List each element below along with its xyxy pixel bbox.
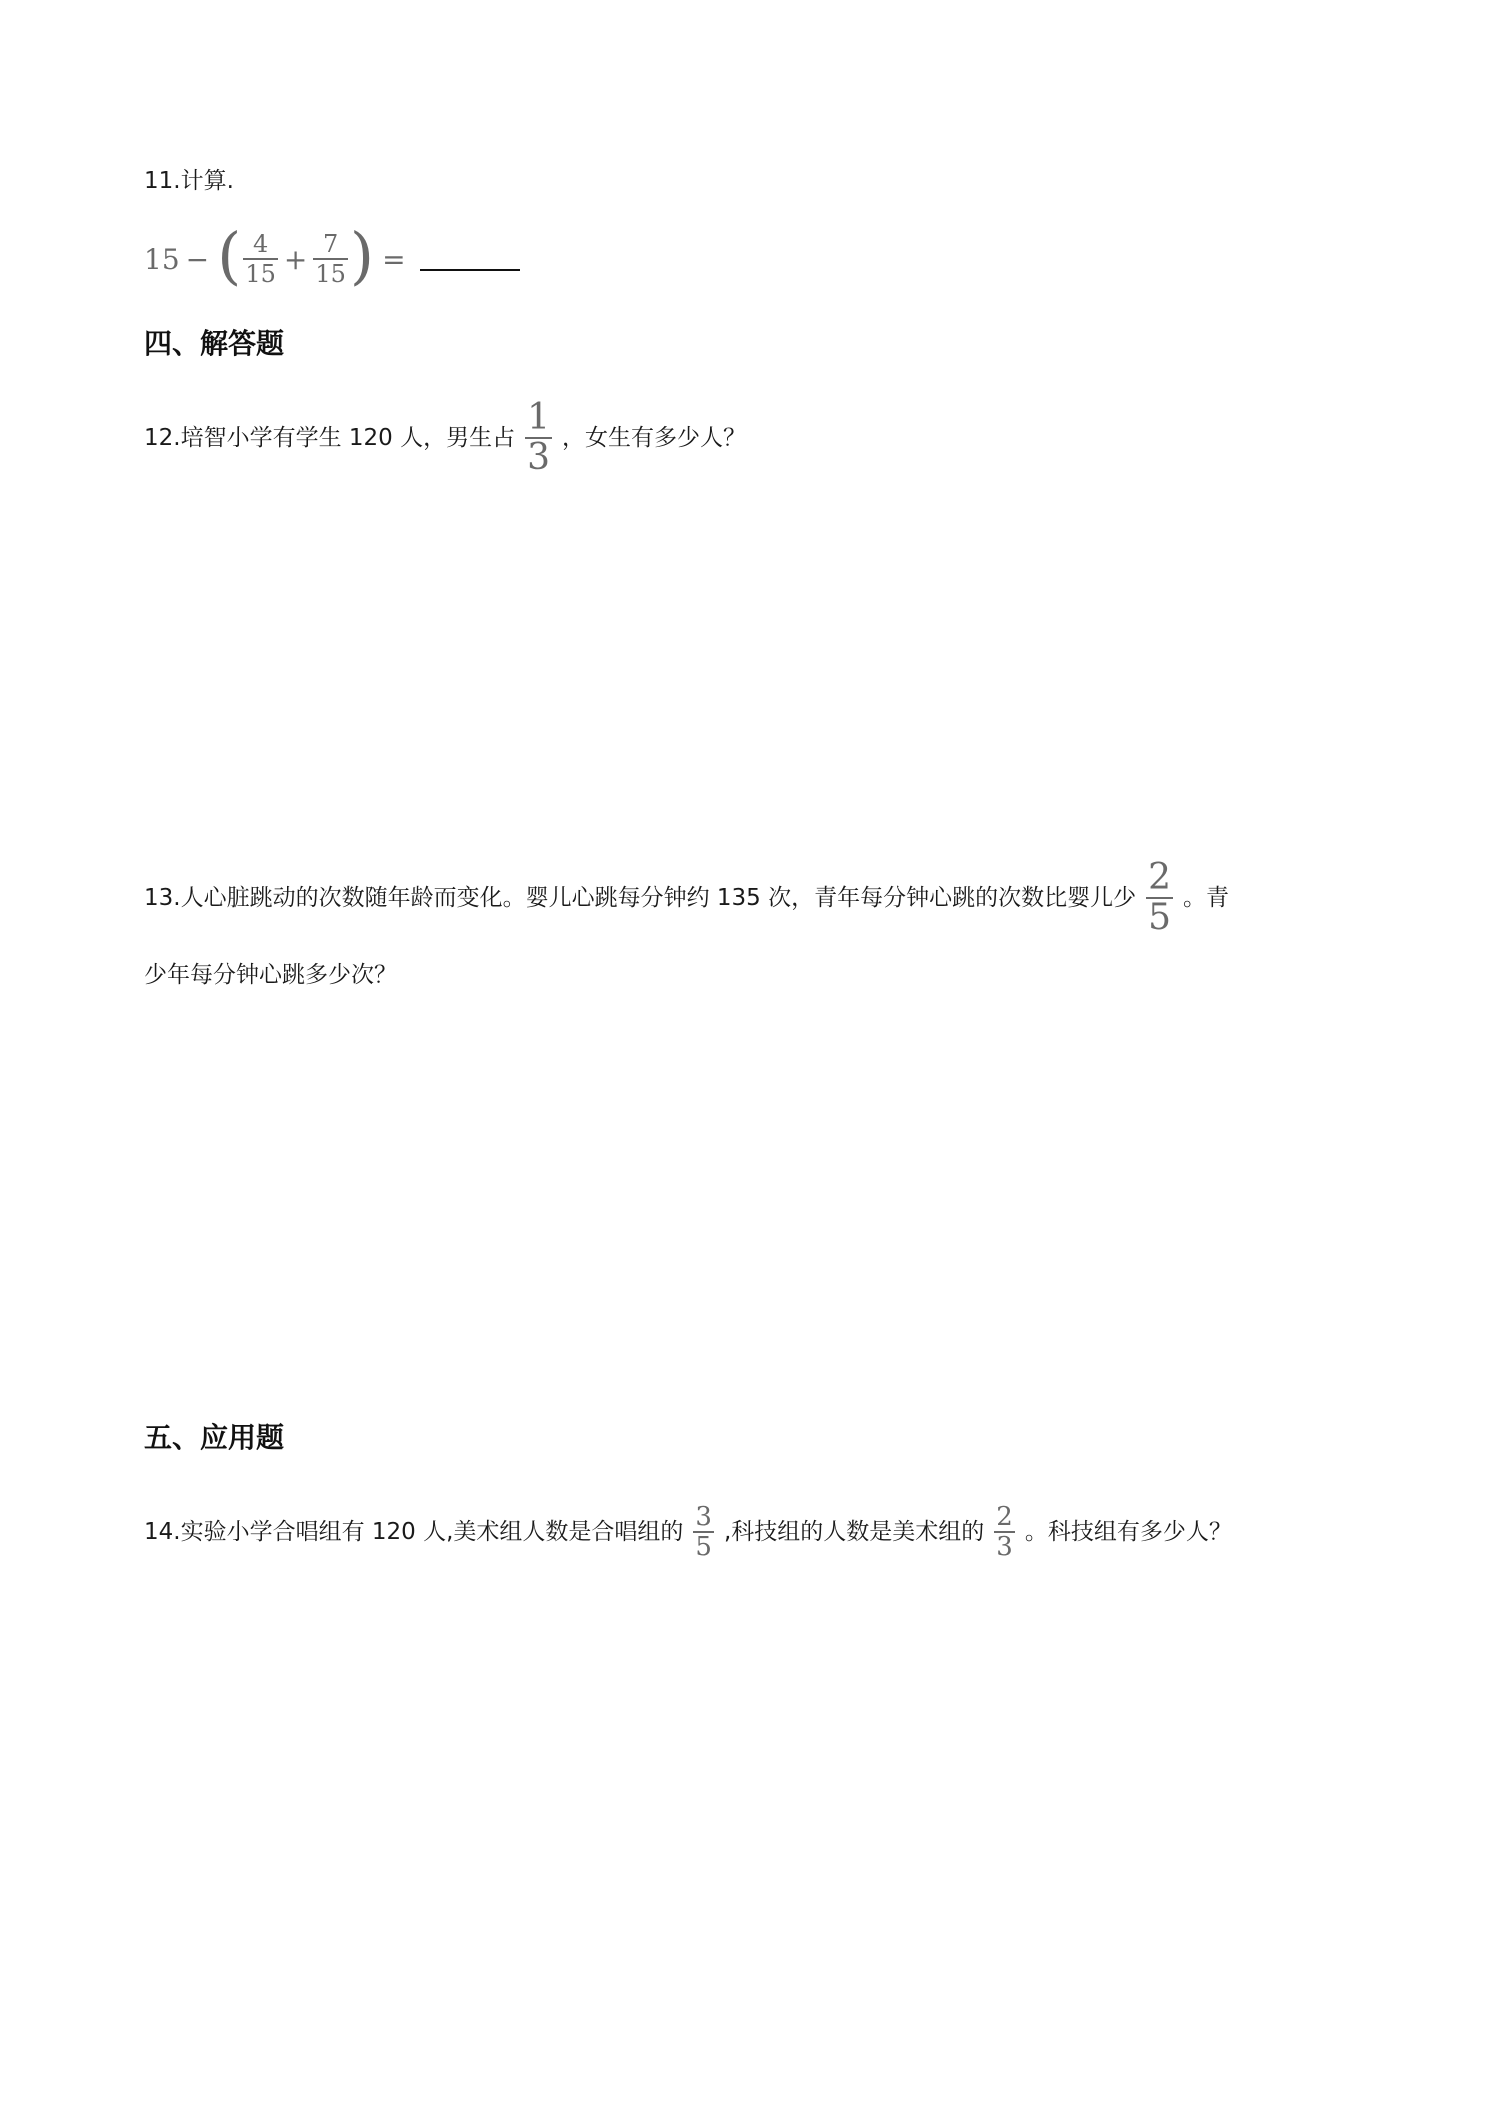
fraction-numerator: 2: [996, 1502, 1013, 1532]
question-13-line-1: [144, 857, 1230, 938]
fraction-2-3: [994, 1504, 1015, 1560]
expr-lead-number: 15: [144, 242, 180, 276]
question-13-text-before: 13.人心脏跳动的次数随年龄而变化。婴儿心跳每分钟约 135 次，青年每分钟心跳的次数比婴儿少: [144, 884, 1137, 911]
plus-sign: +: [283, 242, 308, 276]
question-14-fraction-2-wrap: [994, 1504, 1015, 1560]
fraction-1-3: [525, 397, 552, 478]
fraction-numerator: 3: [695, 1502, 712, 1532]
question-11-label: 11.计算.: [144, 168, 234, 194]
question-12-fraction-wrap: [525, 397, 552, 478]
fraction-denominator: 3: [527, 437, 551, 478]
fraction-denominator: 5: [695, 1532, 712, 1562]
question-14-fraction-1-wrap: [693, 1504, 714, 1560]
question-12-text-before: 12.培智小学有学生 120 人，男生占: [144, 424, 516, 451]
fraction-7-15: [313, 232, 348, 286]
section-5-heading: 五、应用题: [144, 1421, 285, 1454]
minus-sign: −: [185, 242, 210, 276]
close-paren: ): [349, 219, 375, 292]
question-14-text-before: 14.实验小学合唱组有 120 人,美术组人数是合唱组的: [144, 1518, 684, 1545]
question-13-text-after: 。青: [1183, 884, 1230, 911]
fraction-3-5: [693, 1504, 714, 1560]
fraction-denominator: 3: [996, 1532, 1013, 1562]
fraction-denominator: 15: [245, 260, 276, 288]
question-13-fraction-wrap: [1146, 857, 1173, 938]
fraction-numerator: 7: [322, 230, 339, 258]
question-12-text-after: ，女生有多少人？: [562, 424, 747, 451]
fraction-denominator: 5: [1148, 897, 1172, 938]
question-14: [144, 1504, 1232, 1560]
fraction-numerator: 2: [1148, 857, 1172, 898]
question-13-line-2: 少年每分钟心跳多少次？: [144, 962, 397, 988]
question-11-expression: [144, 219, 520, 292]
fraction-4-15: [243, 232, 278, 286]
answer-blank[interactable]: [420, 247, 520, 271]
fraction-denominator: 15: [315, 260, 346, 288]
question-14-text-middle: ,科技组的人数是美术组的: [723, 1518, 985, 1545]
question-14-text-after: 。科技组有多少人？: [1024, 1518, 1232, 1545]
equals-sign: =: [382, 242, 406, 276]
fraction-numerator: 4: [252, 230, 269, 258]
fraction-numerator: 1: [527, 397, 551, 438]
question-12: [144, 397, 747, 478]
open-paren: (: [217, 219, 242, 292]
fraction-2-5: [1146, 857, 1173, 938]
section-4-heading: 四、解答题: [144, 327, 285, 360]
